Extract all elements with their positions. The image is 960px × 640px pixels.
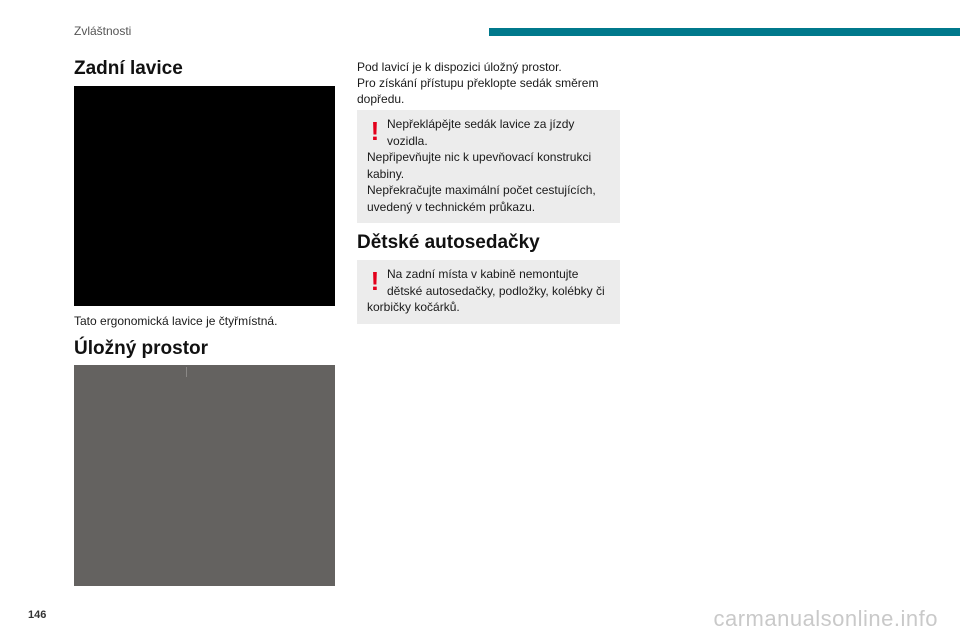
warning-line: uvedený v technickém průkazu. [367, 199, 536, 214]
warning-line: Na zadní místa v kabině nemontujte [387, 267, 579, 281]
storage-photo [74, 365, 335, 586]
intro-line: dopředu. [357, 92, 405, 106]
warning-line: Nepřekračujte maximální počet cestujících, [367, 183, 596, 197]
page-number: 146 [28, 609, 47, 621]
intro-line: Pod lavicí je k dispozici úložný prostor. [357, 60, 562, 74]
warning-line: vozidla. [387, 133, 428, 148]
storage-intro-text [357, 59, 620, 107]
warning-first-para [367, 266, 610, 299]
watermark: carmanualsonline.info [713, 606, 938, 631]
intro-line: Pro získání přístupu překlopte sedák směrem [357, 76, 599, 90]
warning-line: korbičky kočárků. [367, 300, 460, 314]
warning-first-para [367, 116, 610, 149]
warning-box-child-seats [357, 260, 620, 324]
warning-line: kabiny. [367, 166, 405, 181]
section-title-storage: Úložný prostor [74, 338, 209, 359]
warning-line: dětské autosedačky, podložky, kolébky či [387, 283, 605, 298]
warning-icon: ! [370, 116, 380, 146]
rear-bench-caption: Tato ergonomická lavice je čtyřmístná. [74, 314, 278, 328]
photo-mark [186, 367, 187, 377]
warning-line: Nepřeklápějte sedák lavice za jízdy [387, 117, 575, 131]
warning-box-bench [357, 110, 620, 223]
section-title-child-seats: Dětské autosedačky [357, 232, 540, 253]
warning-line: Nepřipevňujte nic k upevňovací konstrukci [367, 150, 592, 164]
warning-icon: ! [370, 266, 380, 296]
rear-bench-photo [74, 86, 335, 306]
running-header: Zvláštnosti [74, 24, 132, 38]
header-accent-bar [489, 28, 960, 36]
section-title-rear-bench: Zadní lavice [74, 58, 183, 79]
